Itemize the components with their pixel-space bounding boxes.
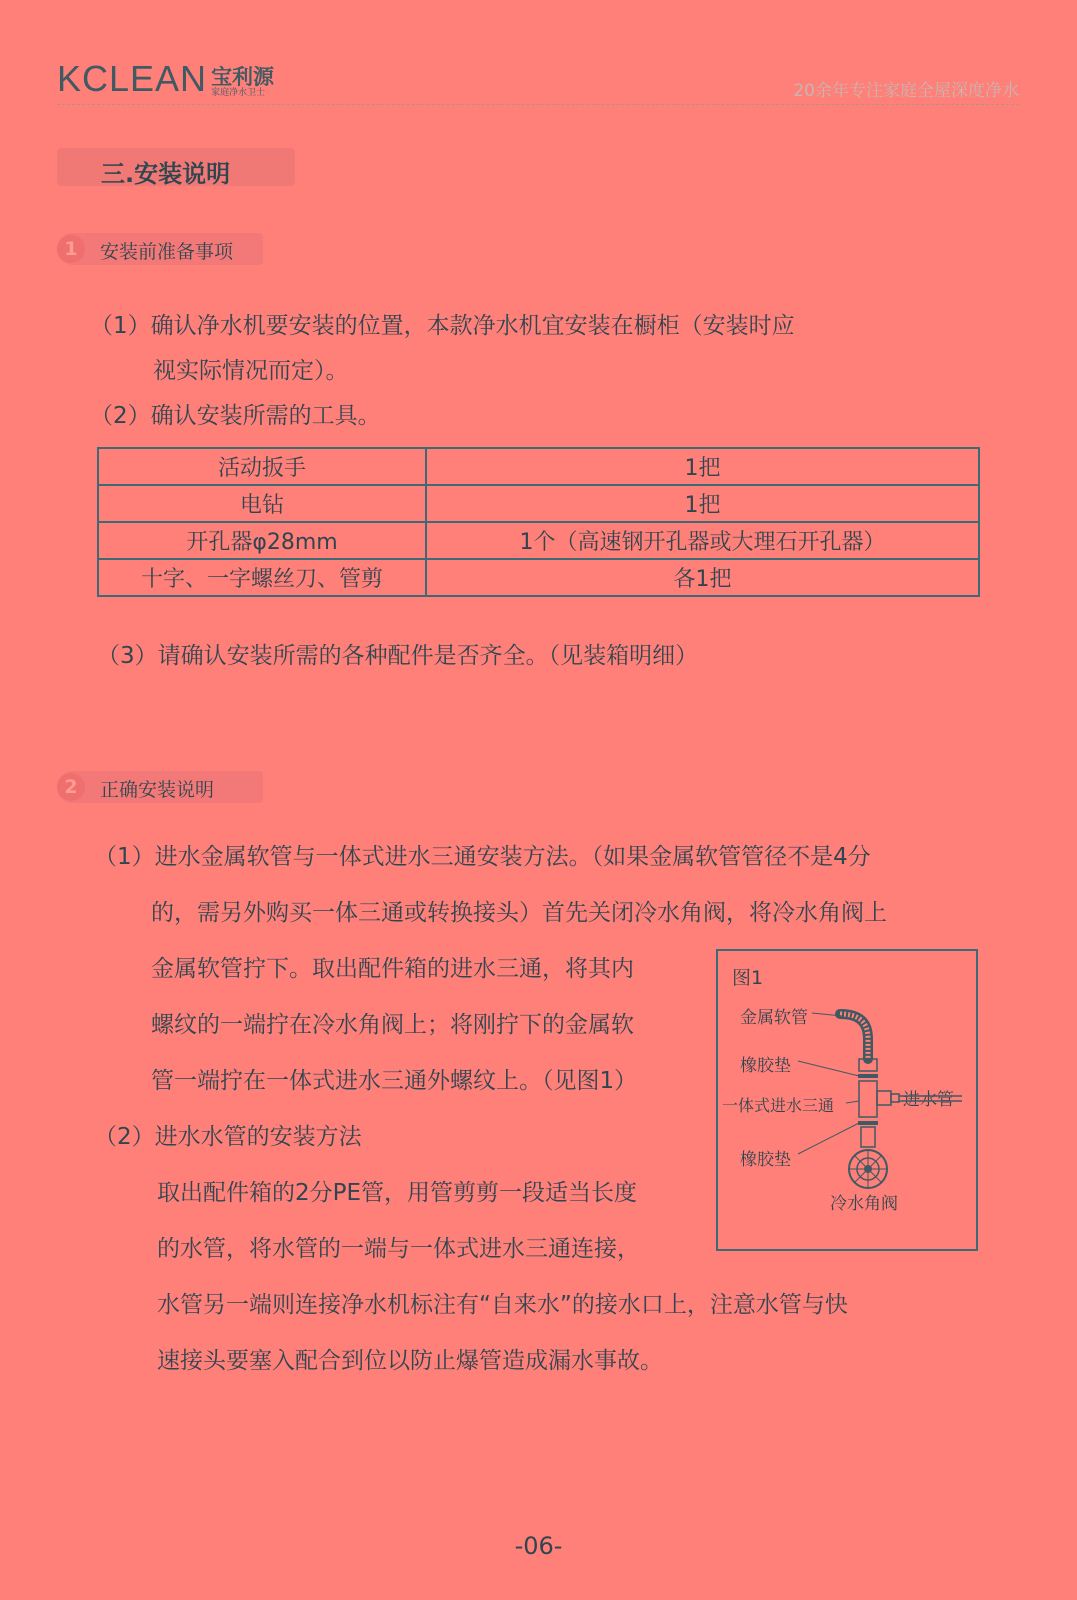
install-item-1-line-3: 金属软管拧下。取出配件箱的进水三通，将其内	[151, 956, 634, 982]
subsection-2-number: 2	[57, 773, 85, 801]
subsection-1-header	[57, 233, 263, 265]
table-row	[98, 559, 979, 596]
tool-quantity: 1把	[426, 448, 979, 485]
label-inlet-pipe: 进水管	[903, 1090, 954, 1110]
page-number: -06-	[514, 1532, 563, 1560]
tool-name: 开孔器φ28mm	[98, 522, 426, 559]
subsection-1-title: 安装前准备事项	[100, 241, 234, 263]
install-item-1-line-1: （1）进水金属软管与一体式进水三通安装方法。（如果金属软管管径不是4分	[94, 844, 871, 870]
label-rubber-gasket-bottom: 橡胶垫	[740, 1150, 791, 1170]
figure-title: 图1	[732, 967, 764, 989]
brand-name-en: KCLEAN	[57, 58, 208, 99]
install-item-2-line-4: 速接头要塞入配合到位以防止爆管造成漏水事故。	[157, 1348, 663, 1374]
brand-subtitle: 家庭净水卫士	[211, 88, 266, 98]
tool-name: 十字、一字螺丝刀、管剪	[98, 559, 426, 596]
tool-quantity: 1把	[426, 485, 979, 522]
label-cold-water-valve: 冷水角阀	[830, 1194, 898, 1214]
valve-assembly-illustration	[718, 951, 976, 1249]
install-item-1-line-2: 的，需另外购买一体三通或转换接头）首先关闭冷水角阀，将冷水角阀上	[151, 900, 887, 926]
brand-name-cn-block	[211, 67, 274, 98]
table-row	[98, 522, 979, 559]
prep-item-1-line-2: 视实际情况而定）。	[153, 358, 349, 384]
label-tee-connector: 一体式进水三通	[722, 1096, 835, 1115]
tool-name: 活动扳手	[98, 448, 426, 485]
label-metal-hose: 金属软管	[740, 1008, 808, 1028]
subsection-1-number: 1	[57, 235, 85, 263]
header-tagline: 20余年专注家庭全屋深度净水	[793, 81, 1019, 101]
tool-name: 电钻	[98, 485, 426, 522]
install-item-1-line-4: 螺纹的一端拧在冷水角阀上；将刚拧下的金属软	[151, 1012, 634, 1038]
subsection-2-title: 正确安装说明	[100, 779, 215, 801]
label-rubber-gasket-top: 橡胶垫	[740, 1056, 791, 1076]
tools-table	[97, 447, 980, 597]
install-item-2-line-2: 的水管，将水管的一端与一体式进水三通连接，	[157, 1236, 640, 1262]
prep-item-3: （3）请确认安装所需的各种配件是否齐全。（见装箱明细）	[97, 643, 699, 669]
figure-1-installation-diagram	[716, 949, 978, 1251]
subsection-2-header	[57, 771, 263, 803]
section-title-text: 三.安装说明	[101, 160, 231, 188]
install-item-2-line-3: 水管另一端则连接净水机标注有“自来水”的接水口上，注意水管与快	[157, 1292, 848, 1318]
brand-name-cn: 宝利源	[211, 65, 275, 89]
header-divider	[57, 104, 1019, 105]
table-row	[98, 448, 979, 485]
prep-item-1-line-1: （1）确认净水机要安装的位置，本款净水机宜安装在橱柜（安装时应	[90, 313, 795, 339]
tool-quantity: 1个（高速钢开孔器或大理石开孔器）	[426, 522, 979, 559]
brand-logo	[57, 60, 274, 98]
install-item-2-title: （2）进水水管的安装方法	[94, 1124, 362, 1150]
prep-item-2: （2）确认安装所需的工具。	[90, 403, 381, 429]
install-item-2-line-1: 取出配件箱的2分PE管，用管剪剪一段适当长度	[157, 1180, 638, 1206]
install-item-1-line-5: 管一端拧在一体式进水三通外螺纹上。（见图1）	[151, 1068, 638, 1094]
section-title	[57, 148, 295, 186]
table-row	[98, 485, 979, 522]
tool-quantity: 各1把	[426, 559, 979, 596]
